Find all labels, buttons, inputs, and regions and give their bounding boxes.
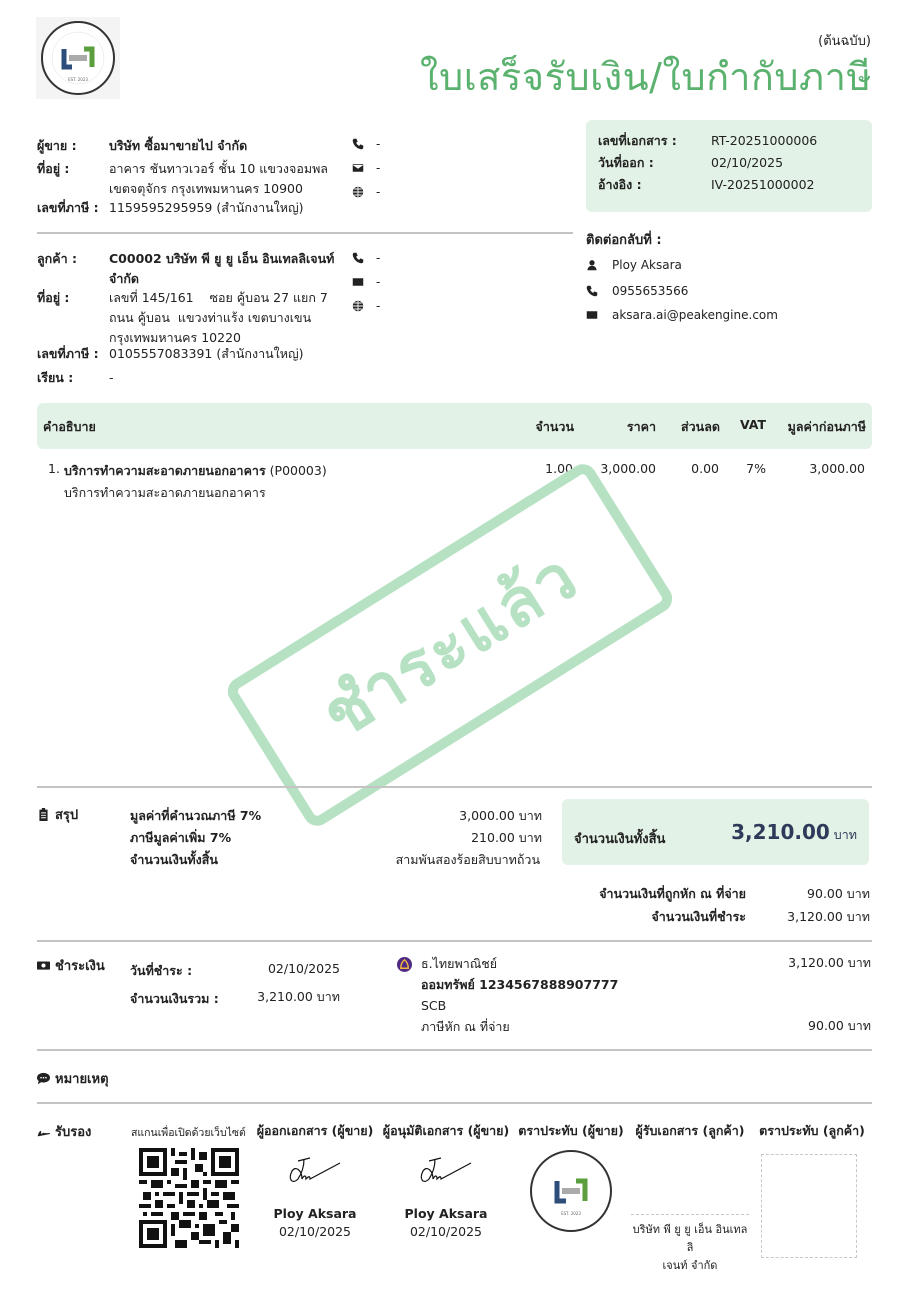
col-pre-tax-amount: มูลค่าก่อนภาษี — [787, 419, 866, 434]
svg-text:EST. 2023: EST. 2023 — [68, 77, 88, 82]
col-vat: VAT — [739, 417, 766, 432]
bank-details — [421, 953, 618, 1037]
paid-amount-value: 3,120.00 บาท — [787, 909, 870, 924]
customer-name-line2: จำกัด — [109, 271, 140, 286]
row-amount: 3,000.00 — [809, 461, 865, 476]
doc-number: RT-20251000006 — [711, 133, 818, 148]
contact-name-value: Ploy Aksara — [612, 258, 682, 272]
bank-withholding-label: ภาษีหัก ณ ที่จ่าย — [421, 1019, 510, 1034]
doc-number-label: เลขที่เอกสาร : — [598, 133, 677, 148]
receiver-signature — [630, 1121, 750, 1275]
document-title: ใบเสร็จรับเงิน/ใบกำกับภาษี — [420, 55, 872, 99]
document-info-box — [586, 120, 872, 212]
remarks-title-text: หมายเหตุ — [55, 1072, 109, 1087]
col-quantity: จำนวน — [535, 419, 574, 434]
divider — [37, 940, 872, 942]
customer-address-line3: กรุงเทพมหานคร 10220 — [109, 330, 241, 345]
company-seal-icon — [39, 19, 117, 97]
summary-vat-value: 210.00 บาท — [471, 830, 542, 845]
svg-text:EST. 2023: EST. 2023 — [561, 1211, 581, 1216]
seller-address-line1: อาคาร ชันทาวเวอร์ ชั้น 10 แขวงจอมพล — [109, 161, 328, 176]
signatures-title — [37, 1121, 91, 1142]
bank-account: ออมทรัพย์ 1234567888907777 — [421, 977, 619, 992]
customer-address-row — [37, 288, 328, 348]
col-price: ราคา — [626, 419, 656, 434]
paid-stamp-text: ชำระแล้ว — [308, 536, 592, 754]
document-copy-label: (ต้นฉบับ) — [818, 34, 871, 49]
signature-image — [411, 1149, 481, 1199]
qr-code[interactable] — [139, 1148, 239, 1248]
seller-website — [352, 182, 380, 202]
approver-name: Ploy Aksara — [404, 1206, 488, 1221]
payment-date: 02/10/2025 — [267, 961, 340, 976]
customer-email-value: - — [376, 275, 381, 289]
customer-website — [352, 296, 380, 316]
col-discount: ส่วนลด — [681, 419, 720, 434]
withholding-label: จำนวนเงินที่ถูกหัก ณ ที่จ่าย — [599, 886, 746, 901]
customer-name-line1: C00002 บริษัท พี ยู ยู เอ็น อินเทลลิเจนท์ — [109, 251, 335, 266]
row-vat: 7% — [746, 461, 766, 476]
company-logo — [36, 17, 120, 99]
receiver-label: ผู้รับเอกสาร (ลูกค้า) — [635, 1123, 745, 1138]
issuer-label: ผู้ออกเอกสาร (ผู้ขาย) — [256, 1123, 374, 1138]
doc-reference: IV-20251000002 — [711, 177, 815, 192]
grand-total-amount — [731, 820, 857, 845]
signature-image — [280, 1149, 350, 1199]
contact-email — [586, 305, 778, 325]
money-icon — [37, 959, 50, 972]
payment-labels — [130, 957, 219, 1013]
seller-address — [109, 159, 328, 199]
payment-title-text: ชำระเงิน — [55, 959, 105, 974]
seller-tax-row — [37, 198, 304, 218]
paid-stamp — [223, 459, 678, 831]
doc-date-label: วันที่ออก : — [598, 155, 654, 170]
customer-phone-value: - — [376, 251, 381, 265]
receiver-name-line2: เจนท์ จำกัด — [662, 1259, 718, 1272]
summary-title-text: สรุป — [55, 808, 79, 823]
customer-address — [109, 288, 328, 348]
issuer-date: 02/10/2025 — [278, 1224, 352, 1239]
grand-total-unit: บาท — [833, 827, 857, 842]
seller-tax-label: เลขที่ภาษี : — [37, 200, 99, 215]
bank-amount: 3,120.00 บาท — [788, 955, 871, 970]
seller-phone-value: - — [376, 137, 381, 151]
remarks-title — [37, 1068, 109, 1089]
signature-icon — [37, 1125, 50, 1138]
withholding-value: 90.00 บาท — [807, 886, 870, 901]
comment-icon — [37, 1072, 50, 1085]
divider — [37, 1102, 872, 1104]
seller-name-row — [37, 136, 247, 156]
doc-date: 02/10/2025 — [711, 155, 784, 170]
row-item-code: (P00003) — [269, 463, 327, 478]
row-item — [64, 461, 327, 481]
receiver-signature-line — [631, 1214, 749, 1215]
summary-values — [396, 805, 542, 871]
issuer-name: Ploy Aksara — [273, 1206, 357, 1221]
customer-stamp-label: ตราประทับ (ลูกค้า) — [759, 1123, 865, 1138]
seller-email-value: - — [376, 161, 381, 175]
customer-stamp — [753, 1121, 871, 1258]
row-quantity: 1.00 — [545, 461, 573, 476]
contact-email-value: aksara.ai@peakengine.com — [612, 308, 778, 322]
bank-withholding-amount: 90.00 บาท — [808, 1018, 871, 1033]
grand-total-box — [562, 799, 869, 865]
summary-taxable-value: 3,000.00 บาท — [459, 808, 542, 823]
seller-website-value: - — [376, 185, 381, 199]
seller-address-label: ที่อยู่ : — [37, 161, 70, 176]
customer-stamp-box — [761, 1154, 857, 1258]
company-seal-icon — [529, 1149, 613, 1233]
row-item-name: บริการทำความสะอาดภายนอกอาคาร — [64, 463, 266, 478]
seller-email — [352, 158, 380, 178]
seller-address-row — [37, 159, 328, 199]
envelope-icon — [586, 309, 598, 321]
customer-address-label: ที่อยู่ : — [37, 290, 70, 305]
summary-taxable-label: มูลค่าที่คำนวณภาษี 7% — [130, 808, 262, 823]
payment-total-label: จำนวนเงินรวม : — [130, 991, 219, 1006]
customer-website-value: - — [376, 299, 381, 313]
seller-tax-id: 1159595295959 (สำนักงานใหญ่) — [109, 200, 304, 215]
phone-icon — [352, 252, 364, 264]
approver-date: 02/10/2025 — [409, 1224, 483, 1239]
payment-values — [257, 955, 340, 1011]
row-price: 3,000.00 — [600, 461, 656, 476]
divider — [37, 1049, 872, 1051]
seller-phone — [352, 134, 380, 154]
approver-signature — [380, 1121, 512, 1239]
divider — [37, 232, 573, 234]
envelope-icon — [352, 276, 364, 288]
phone-icon — [352, 138, 364, 150]
customer-name — [109, 249, 334, 289]
contact-title: ติดต่อกลับที่ : — [586, 233, 662, 248]
bank-name: ธ.ไทยพาณิชย์ — [421, 956, 498, 971]
issuer-signature — [254, 1121, 376, 1239]
summary-labels — [130, 805, 261, 871]
payment-title — [37, 955, 105, 976]
payment-total: 3,210.00 บาท — [257, 989, 340, 1004]
summary-total-words: สามพันสองร้อยสิบบาทถ้วน — [395, 852, 540, 867]
customer-attn: - — [109, 370, 114, 385]
row-item-description: บริการทำความสะอาดภายนอกอาคาร — [64, 485, 266, 500]
seller-stamp-label: ตราประทับ (ผู้ขาย) — [518, 1123, 624, 1138]
withholding-labels — [599, 882, 746, 928]
receiver-name-line1: บริษัท พี ยู ยู เอ็น อินเทลลิ — [632, 1223, 748, 1254]
customer-attn-label: เรียน : — [37, 370, 74, 385]
col-description: คำอธิบาย — [43, 419, 96, 434]
divider — [37, 786, 872, 788]
seller-stamp — [516, 1121, 626, 1236]
globe-icon — [352, 300, 364, 312]
approver-label: ผู้อนุมัติเอกสาร (ผู้ขาย) — [382, 1123, 510, 1138]
phone-icon — [586, 285, 598, 297]
seller-name: บริษัท ซื้อมาขายไป จำกัด — [109, 138, 248, 153]
receiver-name — [630, 1221, 750, 1275]
seller-address-line2: เขตจตุจักร กรุงเทพมหานคร 10900 — [109, 181, 303, 196]
withholding-values — [787, 882, 870, 928]
signatures-title-text: รับรอง — [55, 1125, 92, 1140]
customer-address-line2: ถนน คู้บอน แขวงท่าแร้ง เขตบางเขน — [109, 310, 312, 325]
contact-phone-value: 0955653566 — [612, 284, 689, 298]
customer-email — [352, 272, 380, 292]
clipboard-icon — [37, 808, 50, 821]
customer-tax-row — [37, 344, 304, 364]
doc-reference-row — [598, 174, 860, 196]
summary-vat-label: ภาษีมูลค่าเพิ่ม 7% — [130, 830, 232, 845]
items-table-header — [37, 403, 872, 449]
scb-bank-icon — [397, 957, 412, 972]
seller-label: ผู้ขาย : — [37, 138, 77, 153]
contact-name — [586, 255, 682, 275]
summary-total-label: จำนวนเงินทั้งสิ้น — [130, 852, 218, 867]
doc-date-row — [598, 152, 860, 174]
qr-label: สแกนเพื่อเปิดด้วยเว็บไซต์ — [131, 1127, 246, 1139]
customer-label: ลูกค้า : — [37, 251, 77, 266]
row-index: 1. — [48, 461, 60, 476]
globe-icon — [352, 186, 364, 198]
customer-tax-id: 0105557083391 (สำนักงานใหญ่) — [109, 346, 304, 361]
customer-tax-label: เลขที่ภาษี : — [37, 346, 99, 361]
doc-number-row — [598, 130, 860, 152]
contact-phone — [586, 281, 688, 301]
summary-title — [37, 804, 78, 825]
user-icon — [586, 259, 598, 271]
grand-total-value: 3,210.00 — [731, 820, 830, 844]
doc-reference-label: อ้างอิง : — [598, 177, 642, 192]
payment-date-label: วันที่ชำระ : — [130, 963, 193, 978]
qr-code-icon — [139, 1148, 239, 1248]
customer-address-line1: เลขที่ 145/161 ซอย คู้บอน 27 แยก 7 — [109, 290, 328, 305]
grand-total-label: จำนวนเงินทั้งสิ้น — [574, 832, 666, 847]
customer-attn-row — [37, 368, 114, 388]
envelope-icon — [352, 162, 364, 174]
row-discount: 0.00 — [691, 461, 719, 476]
paid-amount-label: จำนวนเงินที่ชำระ — [651, 909, 746, 924]
customer-name-row — [37, 249, 334, 289]
bank-code: SCB — [421, 998, 447, 1013]
customer-phone — [352, 248, 380, 268]
